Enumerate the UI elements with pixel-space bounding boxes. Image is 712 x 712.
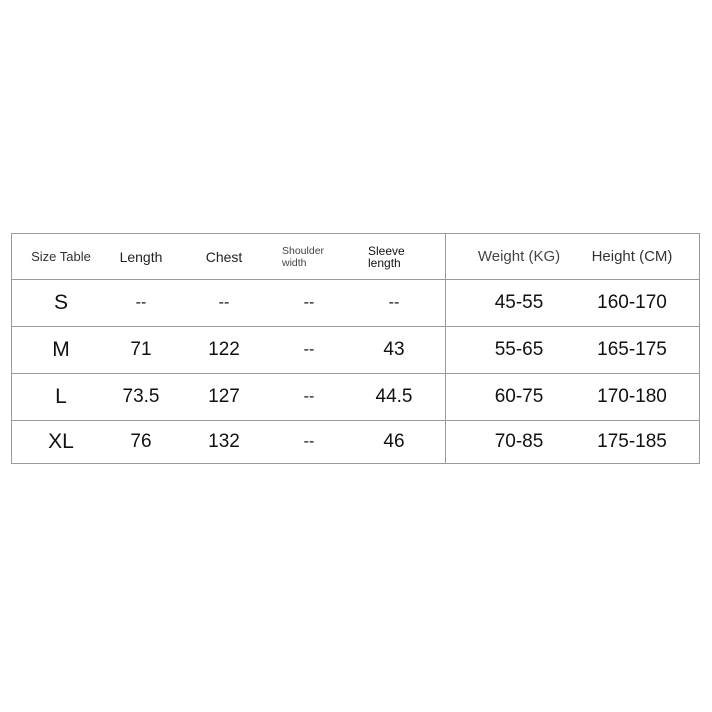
cell-length: 71 (130, 339, 152, 360)
header-length: Length (119, 248, 163, 265)
cell-chest: 127 (208, 386, 240, 407)
cell-sleeve: 44.5 (375, 386, 413, 407)
cell-height: 165-175 (597, 339, 667, 360)
header-shoulder-label: Shoulder width (282, 244, 325, 269)
header-sleeve (352, 234, 436, 279)
cell-height: 170-180 (597, 386, 667, 407)
cell-length: -- (135, 294, 147, 311)
header-sleeve-label: Sleeve length (368, 243, 405, 270)
cell-sleeve: 46 (383, 431, 405, 452)
size-table (11, 233, 700, 464)
table-row (12, 327, 699, 374)
cell-height: 160-170 (597, 292, 667, 313)
cell-shoulder: -- (303, 294, 315, 311)
header-weight: Weight (KG) (477, 248, 561, 265)
table-row (12, 374, 699, 421)
cell-weight: 45-55 (494, 292, 544, 313)
header-height: Height (CM) (591, 248, 673, 265)
cell-height: 175-185 (597, 431, 667, 452)
table-row (12, 421, 699, 463)
cell-size: L (55, 385, 67, 408)
cell-length: 76 (130, 431, 152, 452)
cell-sleeve: -- (388, 294, 400, 311)
header-shoulder (266, 234, 352, 279)
cell-size: XL (48, 430, 74, 453)
cell-chest: 132 (208, 431, 240, 452)
cell-weight: 60-75 (494, 386, 544, 407)
cell-chest: 122 (208, 339, 240, 360)
cell-length: 73.5 (122, 386, 160, 407)
header-chest: Chest (205, 248, 243, 265)
cell-weight: 70-85 (494, 431, 544, 452)
cell-shoulder: -- (303, 341, 315, 358)
cell-weight: 55-65 (494, 339, 544, 360)
table-header-row (12, 234, 699, 280)
header-size: Size Table (31, 249, 91, 264)
cell-sleeve: 43 (383, 339, 405, 360)
table-row (12, 280, 699, 327)
cell-shoulder: -- (303, 433, 315, 450)
cell-shoulder: -- (303, 388, 315, 405)
cell-size: M (52, 338, 70, 361)
column-divider (445, 234, 446, 463)
cell-chest: -- (218, 294, 230, 311)
cell-size: S (53, 291, 68, 314)
